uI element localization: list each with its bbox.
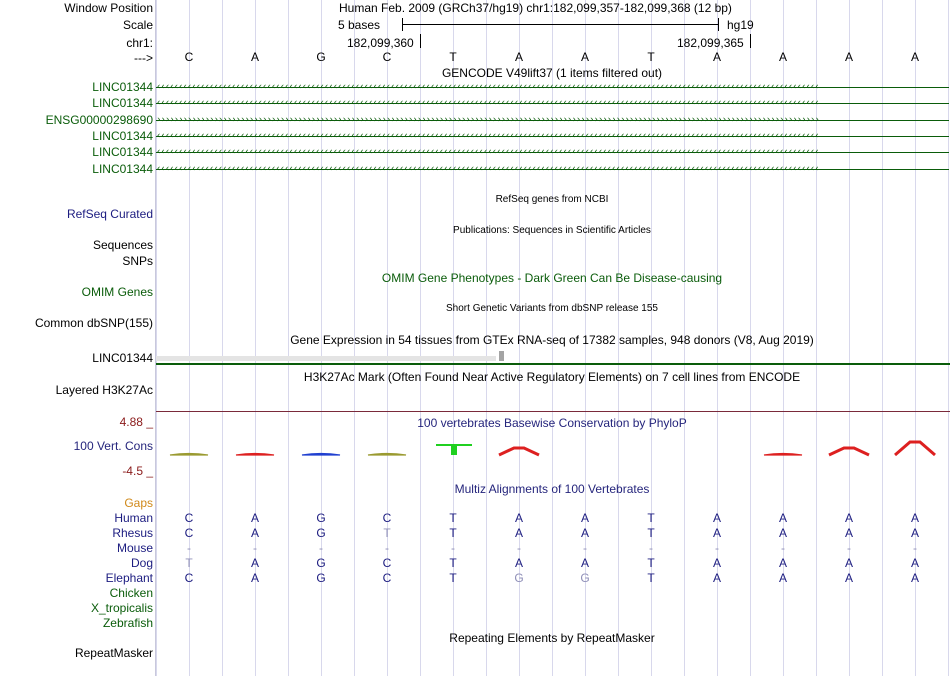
window-position-label: Window Position (64, 1, 153, 15)
aligned-base: A (712, 511, 721, 525)
aligned-base: G (580, 571, 590, 585)
conservation-base-glyph (829, 448, 869, 455)
aligned-base: A (712, 571, 721, 585)
species-label[interactable]: Rhesus (112, 526, 153, 540)
refseq-track-title: RefSeq genes from NCBI (495, 194, 609, 205)
coord-right: 182,099,365 (677, 36, 744, 50)
gencode-transcript-line[interactable]: ‹‹‹‹‹‹‹‹‹‹‹‹‹‹‹‹‹‹‹‹‹‹‹‹‹‹‹‹‹‹‹‹‹‹‹‹‹‹‹‹‹‹‹‹‹‹‹‹‹‹‹‹‹‹‹‹‹‹‹‹‹‹‹‹‹‹‹‹‹‹‹‹‹‹‹‹‹‹‹‹‹‹‹‹‹‹‹‹‹‹‹‹‹‹‹‹‹‹‹‹‹‹‹‹‹‹‹‹‹‹‹‹‹‹‹‹‹‹‹‹‹‹‹‹‹‹‹‹‹‹‹‹‹‹‹‹‹‹‹‹‹‹‹‹‹‹‹‹‹‹ (156, 97, 949, 109)
snps-label[interactable]: SNPs (122, 254, 153, 268)
gencode-transcript-line[interactable]: ‹‹‹‹‹‹‹‹‹‹‹‹‹‹‹‹‹‹‹‹‹‹‹‹‹‹‹‹‹‹‹‹‹‹‹‹‹‹‹‹‹‹‹‹‹‹‹‹‹‹‹‹‹‹‹‹‹‹‹‹‹‹‹‹‹‹‹‹‹‹‹‹‹‹‹‹‹‹‹‹‹‹‹‹‹‹‹‹‹‹‹‹‹‹‹‹‹‹‹‹‹‹‹‹‹‹‹‹‹‹‹‹‹‹‹‹‹‹‹‹‹‹‹‹‹‹‹‹‹‹‹‹‹‹‹‹‹‹‹‹‹‹‹‹‹‹‹‹‹‹ (156, 81, 949, 93)
assembly-position-title: Human Feb. 2009 (GRCh37/hg19) chr1:182,099,357-182,099,368 (12 bp) (339, 1, 732, 15)
reference-base: G (316, 50, 326, 64)
aligned-base: A (514, 556, 523, 570)
aligned-base: A (514, 526, 523, 540)
aligned-base: A (778, 571, 787, 585)
aligned-base: - (187, 541, 191, 555)
aligned-base: A (514, 511, 523, 525)
reference-base: T (647, 50, 655, 64)
aligned-base: T (185, 556, 193, 570)
aligned-base: A (778, 511, 787, 525)
publications-track-title: Publications: Sequences in Scientific Articles (453, 225, 651, 236)
gencode-gene-label[interactable]: LINC01344 (92, 161, 153, 176)
aligned-base: T (449, 511, 457, 525)
scale-db: hg19 (727, 18, 754, 32)
omim-track-title: OMIM Gene Phenotypes - Dark Green Can Be Disease-causing (381, 271, 723, 285)
phylop-min-value: -4.5 _ (122, 464, 153, 478)
aligned-base: - (319, 541, 323, 555)
conservation-base-glyph (764, 454, 802, 456)
h3k27ac-baseline (156, 411, 950, 412)
coord-left-tick (420, 34, 421, 48)
aligned-base: C (184, 526, 194, 540)
aligned-base: A (844, 571, 853, 585)
species-label[interactable]: Chicken (109, 586, 153, 600)
chrom-label: chr1: (126, 36, 153, 50)
aligned-base: T (449, 526, 457, 540)
reference-base: A (250, 50, 259, 64)
gencode-gene-label[interactable]: LINC01344 (92, 96, 153, 111)
aligned-base: T (449, 556, 457, 570)
aligned-base: - (913, 541, 917, 555)
vert-cons-label[interactable]: 100 Vert. Cons (73, 439, 153, 453)
conservation-base-glyph (499, 448, 539, 455)
aligned-base: A (844, 556, 853, 570)
aligned-base: A (580, 556, 589, 570)
scale-bar (402, 24, 718, 25)
conservation-base-glyph (895, 442, 935, 455)
aligned-base: A (580, 511, 589, 525)
aligned-base: G (316, 511, 326, 525)
aligned-base: - (649, 541, 653, 555)
strand-label: ---> (134, 51, 153, 65)
aligned-base: T (647, 556, 655, 570)
aligned-base: - (385, 541, 389, 555)
scale-bar-left-tick (402, 18, 403, 31)
gencode-gene-label[interactable]: LINC01344 (92, 80, 153, 94)
gtex-expression-bar[interactable] (499, 351, 504, 361)
aligned-base: A (250, 526, 259, 540)
coord-left: 182,099,360 (347, 36, 414, 50)
conservation-base-glyph (236, 454, 274, 456)
conservation-base-glyph (170, 454, 208, 456)
conservation-base-glyph (436, 444, 472, 455)
conservation-base-glyph (368, 454, 406, 456)
gtex-bar-track (156, 356, 496, 361)
gtex-track-title: Gene Expression in 54 tissues from GTEx RNA-seq of 17382 samples, 948 donors (V8, Aug 2019) (290, 333, 814, 347)
aligned-base: G (316, 571, 326, 585)
gencode-gene-label[interactable]: ENSG00000298690 (45, 112, 153, 127)
aligned-base: A (910, 511, 919, 525)
aligned-base: - (451, 541, 455, 555)
aligned-base: C (184, 571, 194, 585)
repeatmasker-label[interactable]: RepeatMasker (74, 646, 153, 660)
aligned-base: A (778, 526, 787, 540)
common-dbsnp-label[interactable]: Common dbSNP(155) (34, 316, 153, 330)
reference-base: A (844, 50, 853, 64)
species-label[interactable]: Human (114, 511, 153, 525)
gtex-gene-label[interactable]: LINC01344 (92, 351, 153, 365)
aligned-base: T (449, 571, 457, 585)
scale-text: 5 bases (338, 18, 381, 32)
aligned-base: A (712, 526, 721, 540)
aligned-base: A (250, 556, 259, 570)
aligned-base: - (715, 541, 719, 555)
reference-base: T (449, 50, 457, 64)
aligned-base: - (253, 541, 257, 555)
gencode-transcript-line[interactable]: ›››››››››››››››››››››››››››››››››››››››››››››››››››››››››››››››››››››››››››››››››››››››››››››››››››››››››››››››››››››››››››››››››››››››››››››››››››››› (156, 114, 949, 126)
h3k27ac-track-title: H3K27Ac Mark (Often Found Near Active Regulatory Elements) on 7 cell lines from ENCODE (303, 370, 801, 384)
gencode-track-title: GENCODE V49lift37 (1 items filtered out) (441, 66, 663, 80)
aligned-base: A (910, 526, 919, 540)
reference-base: A (778, 50, 787, 64)
species-label[interactable]: Dog (130, 556, 153, 570)
gencode-gene-label[interactable]: LINC01344 (92, 145, 153, 160)
aligned-base: T (647, 526, 655, 540)
aligned-base: C (184, 511, 194, 525)
scale-bar-right-tick (718, 18, 719, 31)
gencode-gene-label[interactable]: LINC01344 (92, 128, 153, 143)
phylop-track-title: 100 vertebrates Basewise Conservation by PhyloP (417, 416, 687, 430)
dbsnp-track-title: Short Genetic Variants from dbSNP release 155 (446, 303, 658, 314)
aligned-base: A (250, 511, 259, 525)
aligned-base: A (910, 571, 919, 585)
aligned-base: G (514, 571, 524, 585)
conservation-base-glyph (302, 454, 340, 456)
gencode-transcript-line[interactable]: ‹‹‹‹‹‹‹‹‹‹‹‹‹‹‹‹‹‹‹‹‹‹‹‹‹‹‹‹‹‹‹‹‹‹‹‹‹‹‹‹‹‹‹‹‹‹‹‹‹‹‹‹‹‹‹‹‹‹‹‹‹‹‹‹‹‹‹‹‹‹‹‹‹‹‹‹‹‹‹‹‹‹‹‹‹‹‹‹‹‹‹‹‹‹‹‹‹‹‹‹‹‹‹‹‹‹‹‹‹‹‹‹‹‹‹‹‹‹‹‹‹‹‹‹‹‹‹‹‹‹‹‹‹‹‹‹‹‹‹‹‹‹‹‹‹‹‹‹‹‹ (156, 163, 949, 175)
gtex-baseline (156, 363, 950, 365)
phylop-max-value: 4.88 _ (119, 415, 153, 429)
aligned-base: A (844, 526, 853, 540)
aligned-base: C (382, 556, 392, 570)
sequences-label[interactable]: Sequences (92, 238, 153, 252)
gaps-label[interactable]: Gaps (124, 496, 153, 510)
aligned-base: T (647, 571, 655, 585)
omim-genes-label[interactable]: OMIM Genes (81, 285, 153, 299)
reference-base: A (910, 50, 919, 64)
aligned-base: A (712, 556, 721, 570)
scale-label: Scale (122, 18, 153, 32)
species-label[interactable]: Elephant (105, 571, 153, 585)
aligned-base: C (382, 571, 392, 585)
reference-base: C (184, 50, 194, 64)
aligned-base: - (847, 541, 851, 555)
aligned-base: C (382, 511, 392, 525)
aligned-base: T (383, 526, 391, 540)
repeatmasker-track-title: Repeating Elements by RepeatMasker (449, 631, 655, 645)
aligned-base: A (250, 571, 259, 585)
species-label[interactable]: Mouse (116, 541, 153, 555)
refseq-curated-label[interactable]: RefSeq Curated (66, 207, 153, 221)
reference-base: A (712, 50, 721, 64)
species-label[interactable]: Zebrafish (102, 616, 153, 630)
layered-h3k27ac-label[interactable]: Layered H3K27Ac (55, 383, 153, 397)
gencode-transcript-line[interactable]: ‹‹‹‹‹‹‹‹‹‹‹‹‹‹‹‹‹‹‹‹‹‹‹‹‹‹‹‹‹‹‹‹‹‹‹‹‹‹‹‹‹‹‹‹‹‹‹‹‹‹‹‹‹‹‹‹‹‹‹‹‹‹‹‹‹‹‹‹‹‹‹‹‹‹‹‹‹‹‹‹‹‹‹‹‹‹‹‹‹‹‹‹‹‹‹‹‹‹‹‹‹‹‹‹‹‹‹‹‹‹‹‹‹‹‹‹‹‹‹‹‹‹‹‹‹‹‹‹‹‹‹‹‹‹‹‹‹‹‹‹‹‹‹‹‹‹‹‹‹‹ (156, 130, 949, 142)
species-label[interactable]: X_tropicalis (90, 601, 153, 615)
aligned-base: T (647, 511, 655, 525)
aligned-base: A (580, 526, 589, 540)
aligned-base: G (316, 526, 326, 540)
reference-base: A (580, 50, 589, 64)
aligned-base: - (517, 541, 521, 555)
aligned-base: - (781, 541, 785, 555)
reference-base: C (382, 50, 392, 64)
phylop-conservation-plot (156, 436, 950, 466)
aligned-base: G (316, 556, 326, 570)
aligned-base: A (844, 511, 853, 525)
aligned-base: - (583, 541, 587, 555)
aligned-base: A (910, 556, 919, 570)
aligned-base: A (778, 556, 787, 570)
multiz-track-title: Multiz Alignments of 100 Vertebrates (454, 482, 650, 496)
reference-base: A (514, 50, 523, 64)
coord-right-tick (750, 34, 751, 48)
gencode-transcript-line[interactable]: ‹‹‹‹‹‹‹‹‹‹‹‹‹‹‹‹‹‹‹‹‹‹‹‹‹‹‹‹‹‹‹‹‹‹‹‹‹‹‹‹‹‹‹‹‹‹‹‹‹‹‹‹‹‹‹‹‹‹‹‹‹‹‹‹‹‹‹‹‹‹‹‹‹‹‹‹‹‹‹‹‹‹‹‹‹‹‹‹‹‹‹‹‹‹‹‹‹‹‹‹‹‹‹‹‹‹‹‹‹‹‹‹‹‹‹‹‹‹‹‹‹‹‹‹‹‹‹‹‹‹‹‹‹‹‹‹‹‹‹‹‹‹‹‹‹‹‹‹‹‹ (156, 146, 949, 158)
